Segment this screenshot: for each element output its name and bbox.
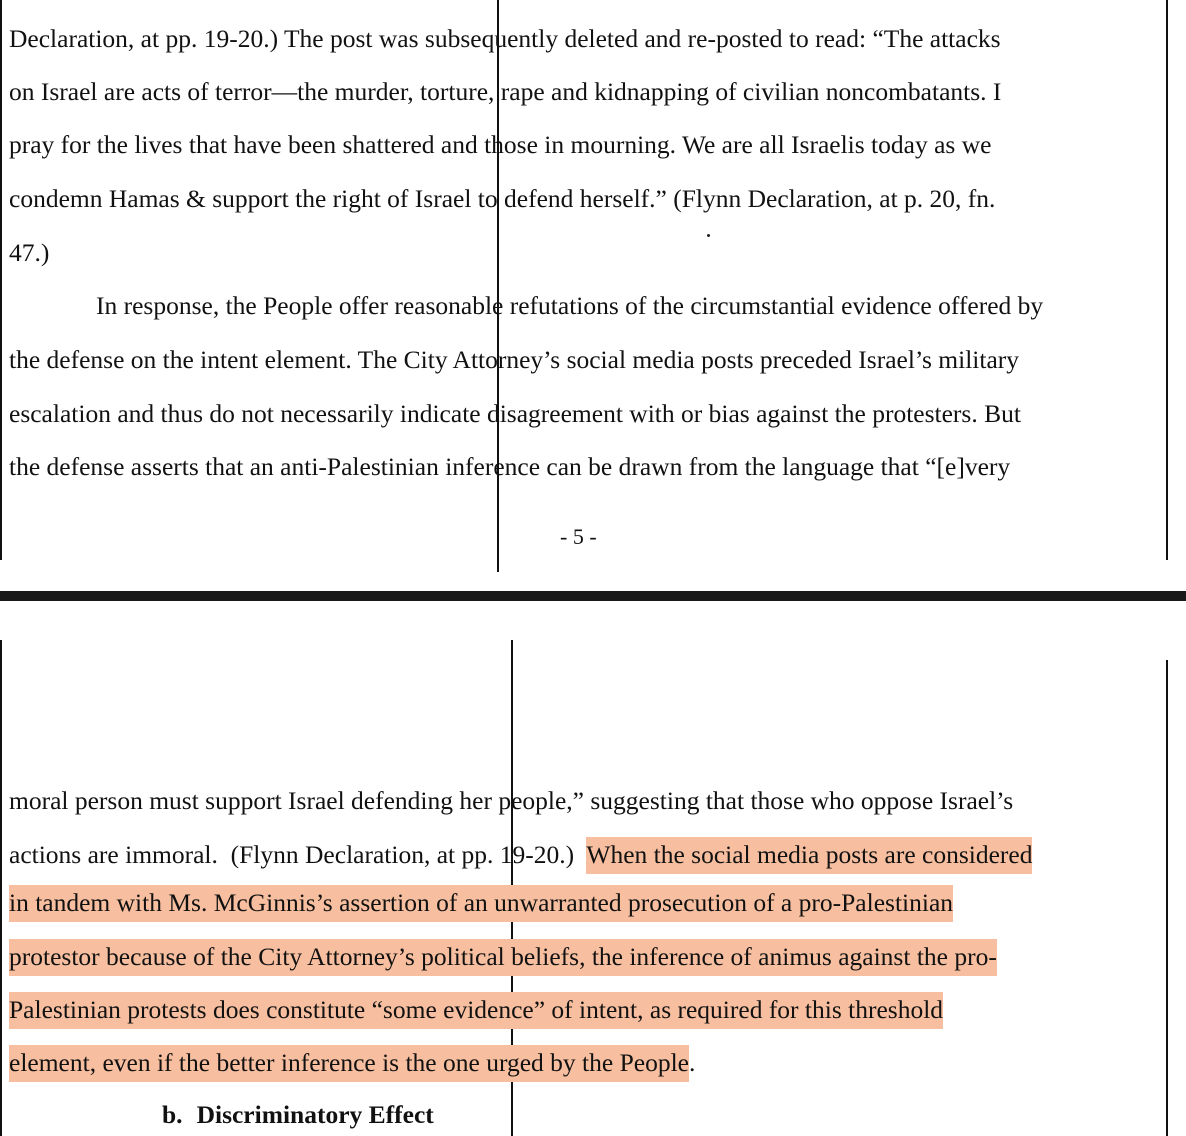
body-line: 47.) (9, 238, 50, 267)
section-title: Discriminatory Effect (196, 1100, 434, 1129)
plain-text: . (688, 1048, 696, 1077)
highlighted-text: element, even if the better inference is the one urged by the People (9, 1045, 689, 1082)
section-label: b. (162, 1100, 183, 1129)
body-line (9, 1048, 695, 1078)
page-number: - 5 - (560, 524, 597, 549)
body-line (9, 995, 943, 1025)
body-line: the defense on the intent element. The City Attorney’s social media posts preceded Israel’s military (9, 345, 1020, 374)
highlighted-text: in tandem with Ms. McGinnis’s assertion of an unwarranted prosecution of a pro-Palestinian (9, 885, 953, 922)
body-line: escalation and thus do not necessarily indicate disagreement with or bias against the protesters. But (9, 399, 1021, 428)
body-line (9, 840, 1032, 870)
body-line: Declaration, at pp. 19-20.) The post was subsequently deleted and re-posted to read: “The attacks (9, 24, 1001, 53)
highlighted-text: Palestinian protests does constitute “some evidence” of intent, as required for this threshold (9, 992, 943, 1029)
body-line: on Israel are acts of terror—the murder, torture, rape and kidnapping of civilian noncombatants. I (9, 77, 1002, 106)
body-line: condemn Hamas & support the right of Israel to defend herself.” (Flynn Declaration, at p. 20, fn. (9, 184, 996, 213)
body-line: In response, the People offer reasonable refutations of the circumstantial evidence offered by (96, 291, 1044, 320)
body-line: the defense asserts that an anti-Palestinian inference can be drawn from the language that “[e]very (9, 452, 1011, 481)
body-line: moral person must support Israel defending her people,” suggesting that those who oppose Israel’s (9, 786, 1014, 815)
left-margin-rule-top (0, 0, 2, 560)
highlighted-text: protestor because of the City Attorney’s political beliefs, the inference of animus against the pro- (9, 939, 997, 976)
plain-text: actions are immoral. (Flynn Declaration, at pp. 19-20.) (9, 840, 587, 869)
left-margin-rule-bottom (0, 640, 2, 1136)
right-margin-rule-top (1166, 0, 1168, 560)
body-line (9, 942, 997, 972)
page-separator (0, 591, 1186, 601)
right-margin-rule-bottom (1166, 660, 1168, 1136)
body-line (9, 888, 953, 918)
scan-speck (707, 234, 710, 237)
body-line: pray for the lives that have been shattered and those in mourning. We are all Israelis today as we (9, 130, 992, 159)
highlighted-text: When the social media posts are considered (586, 837, 1032, 874)
section-heading (162, 1100, 434, 1130)
